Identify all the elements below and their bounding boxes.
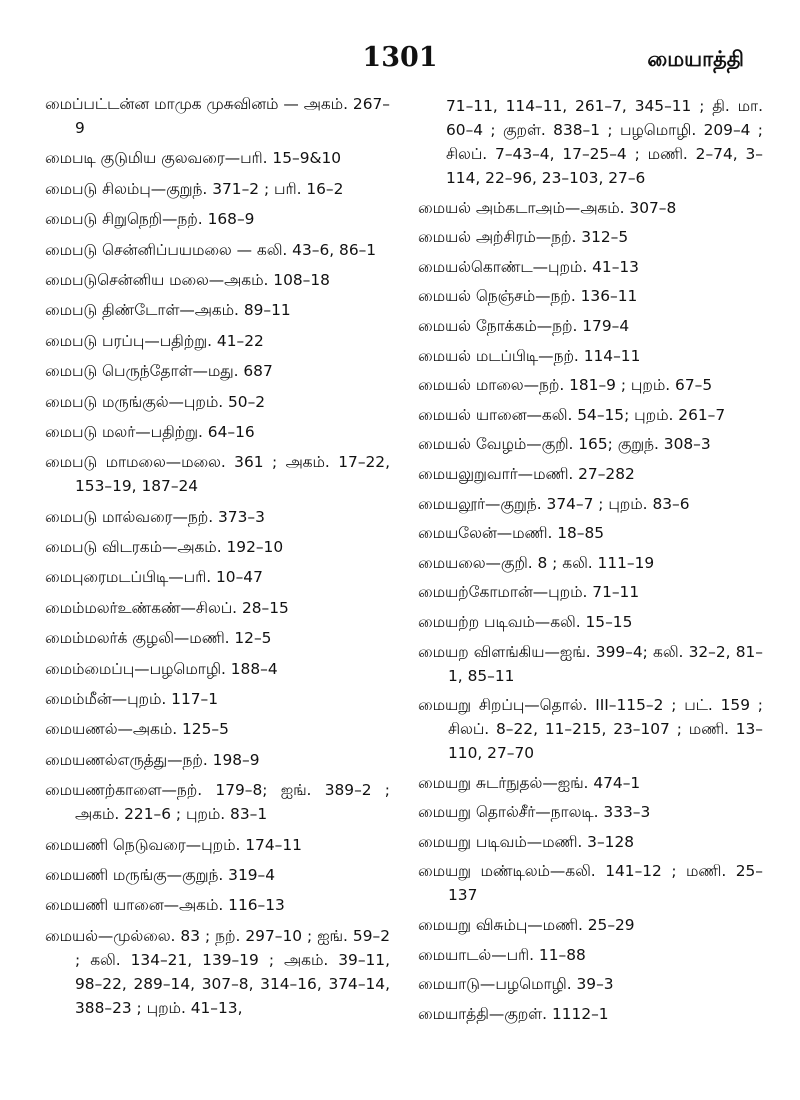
index-entry: மைபடு சென்னிப்பயமலை — கலி. 43–6, 86–1 <box>45 240 377 259</box>
index-entry: மையாடு—பழமொழி. 39–3 <box>418 975 614 994</box>
index-entry: மைபடுசென்னிய மலை—அகம். 108–18 <box>45 270 330 289</box>
index-entry: மைபடி குடுமிய குலவரை—பரி. 15–9&10 <box>45 149 342 168</box>
index-entry: மையணி யானை—அகம். 116–13 <box>45 896 285 915</box>
index-entry: மையல் வேழம்—குறி. 165; குறுந். 308–3 <box>418 435 711 454</box>
continued-entry: 71–11, 114–11, 261–7, 345–11 ; தி. மா. 60–4 ; குறள். 838–1 ; பழமொழி. 209–4 ; சிலப். 7–43–4, 17–25–4 ; மணி. 2–74, 3–114, 22–96, 23–103, 27–6 <box>446 97 763 187</box>
page-number: 1301 <box>362 42 438 73</box>
index-entry: மையற்கோமான்—புறம். 71–11 <box>418 583 640 602</box>
index-entry: மைம்மலர்க் குழலி—மணி. 12–5 <box>45 629 272 648</box>
index-entry: மையணல்—அகம். 125–5 <box>45 720 229 739</box>
index-entry: மைபடு பெருந்தோள்—மது. 687 <box>45 362 273 381</box>
index-entry: மையலுறுவார்—மணி. 27–282 <box>418 464 635 483</box>
index-entry: மையணி மருங்கு—குறுந். 319–4 <box>45 865 276 884</box>
index-entry: மையலூர்—குறுந். 374–7 ; புறம். 83–6 <box>418 494 690 513</box>
index-entry: மைபடு மருங்குல்—புறம். 50–2 <box>45 392 266 411</box>
index-entry: மையல் மாலை—நற். 181–9 ; புறம். 67–5 <box>418 376 713 395</box>
running-head: மையாத்தி <box>647 47 744 71</box>
index-entry: மைபுரைமடப்பிடி—பரி. 10–47 <box>45 568 263 587</box>
index-entry: மையறு சிறப்பு—தொல். III–115–2 ; பட். 159 ; சிலப். 8–22, 11–215, 23–107 ; மணி. 13–110, 27–70 <box>418 696 763 763</box>
left-column <box>45 92 390 1026</box>
index-entry: மைம்மீன்—புறம். 117–1 <box>45 690 219 709</box>
index-entry: மையணி நெடுவரை—புறம். 174–11 <box>45 835 302 854</box>
index-entry: மைபடு விடரகம்—அகம். 192–10 <box>45 538 284 557</box>
index-entry: மையலேன்—மணி. 18–85 <box>418 524 605 543</box>
index-entry: மையல் நெஞ்சம்—நற். 136–11 <box>418 287 638 306</box>
index-entry: மையாத்தி—குறள். 1112–1 <box>418 1004 609 1023</box>
index-entry: மையறு விசும்பு—மணி. 25–29 <box>418 916 635 935</box>
index-entry: மையாடல்—பரி. 11–88 <box>418 945 586 964</box>
index-entry: மையணற்காளை—நற். 179–8; ஐங். 389–2 ; அகம். 221–6 ; புறம். 83–1 <box>45 781 390 824</box>
index-entry: மையல் நோக்கம்—நற். 179–4 <box>418 316 630 335</box>
index-entry: மையறு தொல்சீர்—நாலடி. 333–3 <box>418 803 651 822</box>
index-entry: மைபடு மலர்—பதிற்று. 64–16 <box>45 422 255 441</box>
index-entry: மைபடு திண்டோள்—அகம். 89–11 <box>45 301 291 320</box>
index-entry: மையற விளங்கிய—ஐங். 399–4; கலி. 32–2, 81–1, 85–11 <box>418 642 763 685</box>
index-entry: மைபடு மாமலை—மலை. 361 ; அகம். 17–22, 153–19, 187–24 <box>45 453 390 496</box>
index-entry: மைபடு மால்வரை—நற். 373–3 <box>45 507 265 526</box>
index-entry: மையல் யானை—கலி. 54–15; புறம். 261–7 <box>418 405 726 424</box>
index-entry: மையல்—முல்லை. 83 ; நற். 297–10 ; ஐங். 59–2 ; கலி. 134–21, 139–19 ; அகம். 39–11, 98–22, 289–14, 307–8, 314–16, 374–14, 388–23 ; புறம். 41–13, <box>45 926 390 1017</box>
index-entry: மைம்மலர்உண்கண்—சிலப். 28–15 <box>45 598 289 617</box>
index-entry: மையல் அற்சிரம்—நற். 312–5 <box>418 228 629 247</box>
right-column <box>418 94 763 1031</box>
index-entry: மையற்ற படிவம்—கலி. 15–15 <box>418 612 633 631</box>
index-entry: மைப்பட்டன்ன மாமுக முசுவினம் — அகம். 267–9 <box>45 95 390 137</box>
index-entry: மையறு படிவம்—மணி. 3–128 <box>418 832 635 851</box>
index-entry: மையலை—குறி. 8 ; கலி. 111–19 <box>418 553 655 572</box>
index-entry: மைபடு சிறுநெறி—நற். 168–9 <box>45 210 255 229</box>
index-entry: மைம்மைப்பு—பழமொழி. 188–4 <box>45 659 278 678</box>
index-entry: மையறு சுடர்நுதல்—ஐங். 474–1 <box>418 773 641 792</box>
index-entry: மையறு மண்டிலம்—கலி. 141–12 ; மணி. 25–137 <box>418 862 763 905</box>
index-entry: மைபடு சிலம்பு—குறுந். 371–2 ; பரி. 16–2 <box>45 179 344 198</box>
index-entry: மையல் அம்கடாஅம்—அகம். 307–8 <box>418 198 677 217</box>
index-entry: மையல்கொண்ட—புறம். 41–13 <box>418 257 639 276</box>
index-entry: மைபடு பரப்பு—பதிற்று. 41–22 <box>45 331 264 350</box>
index-entry: மையல் மடப்பிடி—நற். 114–11 <box>418 346 641 365</box>
index-entry: மையணல்எருத்து—நற். 198–9 <box>45 750 260 769</box>
